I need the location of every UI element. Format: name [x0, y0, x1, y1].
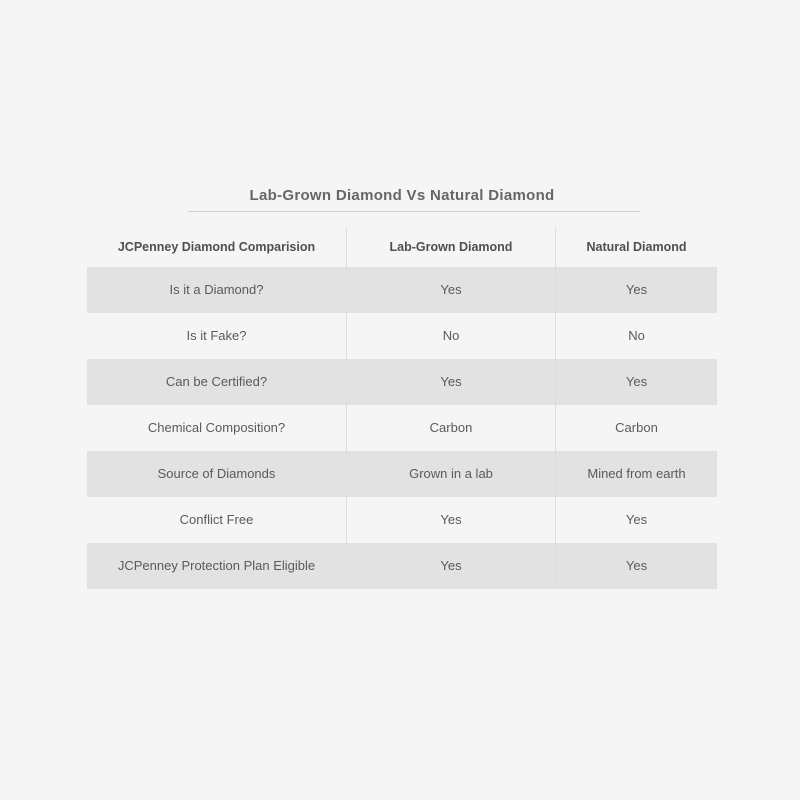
header-lab-grown-column: Lab-Grown Diamond — [346, 227, 555, 267]
row-natural-cell: Yes — [555, 543, 717, 589]
comparison-table — [87, 227, 717, 589]
row-lab-grown-cell: Yes — [346, 497, 555, 543]
row-feature-cell: Can be Certified? — [165, 374, 268, 389]
row-natural-cell: Yes — [555, 359, 717, 405]
table-body — [87, 267, 717, 589]
table-row — [87, 359, 717, 405]
row-natural-cell: Yes — [555, 267, 717, 313]
table-row — [87, 313, 717, 359]
table-row — [87, 267, 717, 313]
row-lab-grown-cell: Yes — [346, 543, 555, 589]
row-natural-cell: No — [555, 313, 717, 359]
row-feature-cell: Conflict Free — [179, 512, 254, 527]
row-natural-cell: Carbon — [555, 405, 717, 451]
table-row — [87, 451, 717, 497]
row-natural-cell: Yes — [555, 497, 717, 543]
header-comparison-column: JCPenney Diamond Comparision — [117, 240, 316, 254]
row-feature-cell: Is it Fake? — [186, 328, 247, 343]
row-feature-cell: Chemical Composition? — [147, 420, 286, 435]
row-lab-grown-cell: No — [346, 313, 555, 359]
table-row — [87, 405, 717, 451]
title-underline — [188, 211, 640, 212]
row-feature-cell: JCPenney Protection Plan Eligible — [117, 558, 316, 573]
row-feature-cell: Is it a Diamond? — [169, 282, 264, 297]
header-natural-column: Natural Diamond — [555, 227, 717, 267]
row-lab-grown-cell: Grown in a lab — [346, 451, 555, 497]
row-natural-cell: Mined from earth — [555, 451, 717, 497]
table-header-row — [87, 227, 717, 267]
table-row — [87, 543, 717, 589]
row-lab-grown-cell: Yes — [346, 359, 555, 405]
row-lab-grown-cell: Carbon — [346, 405, 555, 451]
table-row — [87, 497, 717, 543]
page-title: Lab-Grown Diamond Vs Natural Diamond — [249, 187, 555, 204]
row-feature-cell: Source of Diamonds — [157, 466, 276, 481]
row-lab-grown-cell: Yes — [346, 267, 555, 313]
